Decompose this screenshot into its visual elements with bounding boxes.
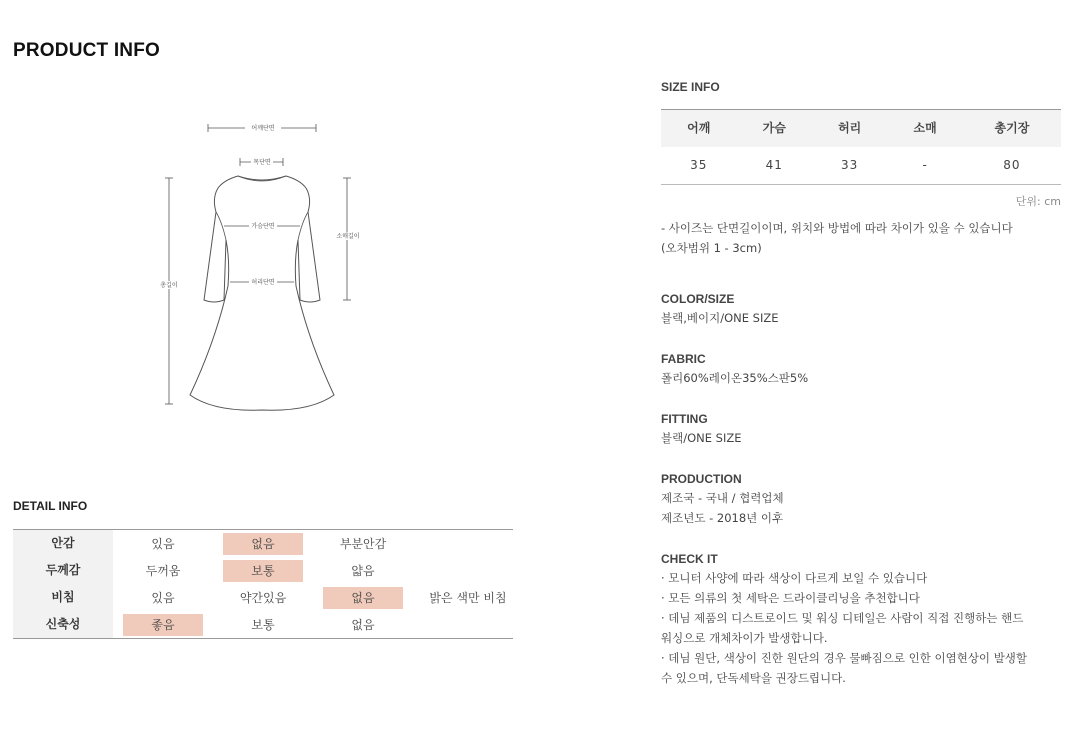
detail-option: 부분안감	[339, 537, 387, 551]
detail-info-table	[13, 529, 513, 639]
size-table-header	[661, 110, 1061, 147]
size-header-length: 총기장	[994, 121, 1030, 135]
label-waist: 허리단면	[251, 279, 275, 286]
detail-option-selected: 좋음	[123, 614, 203, 636]
production-title: PRODUCTION	[661, 472, 742, 486]
dress-measurement-diagram	[150, 110, 370, 420]
production-year: 제조년도 - 2018년 이후	[661, 511, 784, 525]
check-it-line: · 모든 의류의 첫 세탁은 드라이클리닝을 추천합니다	[661, 591, 920, 605]
detail-option: 얇음	[351, 564, 375, 578]
check-it-line: · 모니터 사양에 따라 색상이 다르게 보일 수 있습니다	[661, 571, 928, 585]
detail-option: 있음	[151, 537, 175, 551]
size-header-shoulder: 어깨	[687, 121, 711, 135]
check-it-line: 워싱으로 개체차이가 발생합니다.	[661, 631, 828, 645]
label-sleeve: 소매길이	[336, 233, 360, 240]
production-country: 제조국 - 국내 / 협력업체	[661, 491, 784, 505]
detail-option-selected: 없음	[223, 533, 303, 555]
color-size-value: 블랙,베이지/ONE SIZE	[661, 311, 779, 325]
detail-row	[13, 611, 513, 638]
label-chest: 가슴단면	[251, 223, 275, 230]
detail-option: 없음	[351, 618, 375, 632]
detail-option: 밝은 색만 비침	[429, 591, 507, 605]
size-value-chest: 41	[765, 158, 783, 172]
detail-row-label: 안감	[13, 530, 113, 557]
size-note-range: (오차범위 1 - 3cm)	[661, 241, 762, 255]
check-it-line: · 데님 제품의 디스트로이드 및 워싱 디테일은 사람이 직접 진행하는 핸드	[661, 611, 1024, 625]
size-value-shoulder: 35	[690, 158, 708, 172]
label-shoulder: 어깨단면	[251, 125, 275, 132]
fabric-value: 폴리60%레이온35%스판5%	[661, 371, 809, 385]
size-header-chest: 가슴	[762, 121, 786, 135]
size-table-row	[661, 147, 1061, 184]
fabric-title: FABRIC	[661, 352, 706, 366]
label-total-length: 총길이	[160, 282, 178, 289]
detail-option-selected: 없음	[323, 587, 403, 609]
detail-option: 약간있음	[239, 591, 287, 605]
check-it-line: 수 있으며, 단독세탁을 권장드립니다.	[661, 671, 846, 685]
detail-row-label: 비침	[13, 584, 113, 611]
size-unit: 단위: cm	[1015, 195, 1061, 208]
fitting-value: 블랙/ONE SIZE	[661, 431, 742, 445]
detail-info-title: DETAIL INFO	[13, 499, 88, 513]
detail-row-label: 신축성	[13, 611, 113, 638]
size-value-waist: 33	[841, 158, 859, 172]
size-table	[661, 109, 1061, 185]
detail-option: 있음	[151, 591, 175, 605]
detail-row	[13, 584, 513, 611]
detail-row-label: 두께감	[13, 557, 113, 584]
detail-row	[13, 530, 513, 557]
detail-option: 두꺼움	[145, 564, 181, 578]
size-header-sleeve: 소매	[913, 121, 937, 135]
check-it-title: CHECK IT	[661, 552, 718, 566]
check-it-line: · 데님 원단, 색상이 진한 원단의 경우 물빠짐으로 인한 이염현상이 발생할	[661, 651, 1028, 665]
fitting-title: FITTING	[661, 412, 708, 426]
label-neck: 목단면	[253, 159, 271, 166]
color-size-title: COLOR/SIZE	[661, 292, 735, 306]
dress-illustration	[150, 110, 370, 420]
detail-option-selected: 보통	[223, 560, 303, 582]
size-value-sleeve: -	[922, 158, 928, 172]
detail-option: 보통	[251, 618, 275, 632]
size-note: - 사이즈는 단면길이이며, 위치와 방법에 따라 차이가 있을 수 있습니다	[661, 221, 1013, 235]
size-header-waist: 허리	[838, 121, 862, 135]
size-info-title: SIZE INFO	[661, 80, 720, 94]
page-title: PRODUCT INFO	[13, 40, 161, 61]
size-value-length: 80	[1003, 158, 1021, 172]
detail-row	[13, 557, 513, 584]
